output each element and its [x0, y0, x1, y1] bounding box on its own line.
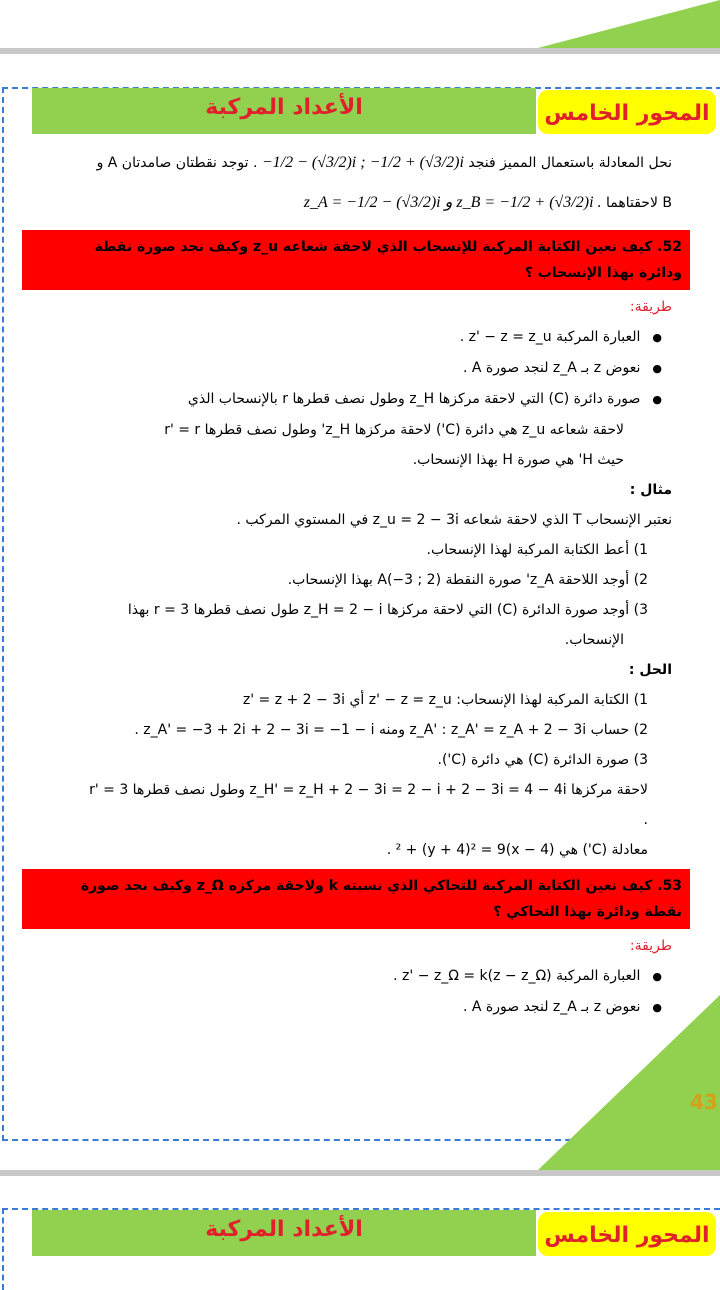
example-item: 3) أوجد صورة الدائرة (C) التي لاحقة مركزها z_H = 2 − i طول نصف قطرها r = 3 بهذا	[127, 602, 648, 618]
method-label: طريقة:	[629, 938, 672, 954]
solution-line: .	[643, 812, 648, 828]
page-content	[40, 150, 682, 1027]
question-52-box	[22, 230, 690, 290]
solution-line: لاحقة مركزها z_H' = z_H + 2 − 3i = 2 − i + 2 − 3i = 4 − 4i وطول نصف قطرها r' = 3	[89, 782, 648, 798]
method-continuation: حيث H' هي صورة H بهذا الإنسحاب.	[412, 452, 624, 468]
question-53-line-2: نقطة ودائرة بهذا التحاكي ؟	[493, 904, 682, 920]
example-intro: نعتبر الإنسحاب T الذي لاحقة شعاعه z_u = 2 − 3i في المستوي المركب .	[236, 512, 672, 528]
solution-line: 3) صورة الدائرة (C) هي دائرة (C').	[437, 752, 648, 768]
page-separator	[0, 48, 720, 54]
text: نحل المعادلة باستعمال المميز فنجد	[468, 155, 672, 171]
method-continuation: لاحقة شعاعه z_u هي دائرة (C') لاحقة مركزها z_H' وطول نصف قطرها r' = r	[164, 422, 624, 438]
solution-label: الحل :	[628, 662, 672, 678]
method-item: ● نعوض z بـ z_A لنجد صورة A .	[40, 357, 672, 380]
header-title-bar	[32, 1210, 536, 1256]
text: . توجد نقطتان صامدتان A و	[96, 155, 258, 171]
header-chapter: المحور الخامس	[544, 101, 710, 126]
method-item: ● العبارة المركبة z' − z = z_u .	[40, 326, 672, 349]
intro-line-2	[40, 190, 672, 216]
example-continuation: الإنسحاب.	[564, 632, 624, 648]
header-title-bar	[32, 88, 536, 134]
example-item: 2) أوجد اللاحقة z_A' صورة النقطة A(−3 ; 2) بهذا الإنسحاب.	[287, 572, 648, 588]
header-chapter-box	[538, 90, 716, 134]
solution-line: معادلة (C') هي (x − 4)² + (y + 4)² = 9 .	[386, 842, 648, 858]
question-53-box	[22, 869, 690, 929]
method-item: ● نعوض z بـ z_A لنجد صورة A .	[40, 996, 672, 1019]
math: z_A = −1/2 − (√3/2)i و z_B = −1/2 + (√3/2)i .	[303, 194, 602, 211]
question-52-line-2: ودائرة بهذا الإنسحاب ؟	[524, 265, 682, 281]
header-chapter: المحور الخامس	[544, 1223, 710, 1248]
page-number: 43	[690, 1090, 718, 1114]
header-chapter-box	[538, 1212, 716, 1256]
solution-line: 2) حساب z_A' : z_A' = z_A + 2 − 3i ومنه z_A' = −3 + 2i + 2 − 3i = −1 − i .	[134, 722, 648, 738]
example-item: 1) أعط الكتابة المركبة لهذا الإنسحاب.	[426, 542, 648, 558]
solution-line: 1) الكتابة المركبة لهذا الإنسحاب: z' − z = z_u أي z' = z + 2 − 3i	[242, 692, 648, 708]
method-label: طريقة:	[629, 299, 672, 315]
question-53-line-1: 53. كيف نعين الكتابة المركبة للتحاكي الذي نسبته k ولاحقة مركزه z_Ω وكيف نجد صورة	[80, 878, 682, 894]
method-item: ● صورة دائرة (C) التي لاحقة مركزها z_H وطول نصف قطرها r بالإنسحاب الذي	[40, 388, 672, 411]
intro-line-1	[40, 150, 672, 176]
corner-triangle	[538, 0, 720, 48]
page-separator	[0, 1170, 720, 1176]
text: B لاحقتاهما	[605, 195, 672, 211]
method-item: ● العبارة المركبة z' − z_Ω = k(z − z_Ω) .	[40, 965, 672, 988]
math: −1/2 − (√3/2)i ; −1/2 + (√3/2)i	[261, 154, 464, 171]
question-52-line-1: 52. كيف نعين الكتابة المركبة للإنسحاب الذي لاحقة شعاعه z_u وكيف نجد صورة نقطة	[94, 239, 682, 255]
header-title: الأعداد المركبة	[205, 1217, 363, 1242]
header-title: الأعداد المركبة	[205, 95, 363, 120]
example-label: مثال :	[629, 482, 672, 498]
